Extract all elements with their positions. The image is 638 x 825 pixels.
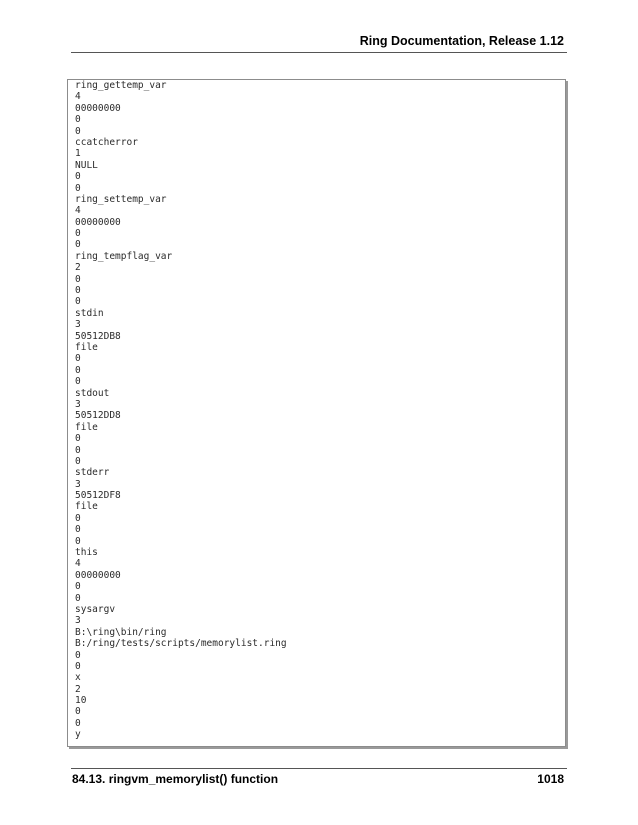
code-line: 0 — [75, 717, 81, 729]
code-line: 0 — [75, 285, 81, 297]
code-line: NULL — [75, 159, 98, 171]
code-line: 3 — [75, 398, 81, 410]
code-line: ring_tempflag_var — [75, 250, 173, 262]
footer-section-title: 84.13. ringvm_memorylist() function — [72, 772, 279, 786]
code-line: 00000000 — [75, 216, 121, 228]
code-line: 0 — [75, 706, 81, 718]
code-line: 4 — [75, 205, 81, 217]
code-line: file — [75, 421, 98, 433]
code-line: 0 — [75, 125, 81, 137]
code-line: 0 — [75, 376, 81, 388]
code-line: 0 — [75, 592, 81, 604]
code-line: 0 — [75, 444, 81, 456]
code-line: 00000000 — [75, 569, 121, 581]
code-line: file — [75, 341, 98, 353]
code-line: ccatcherror — [75, 136, 138, 148]
code-line: 1 — [75, 148, 81, 160]
code-line: 2 — [75, 262, 81, 274]
code-line: 4 — [75, 91, 81, 103]
code-line: 0 — [75, 433, 81, 445]
code-line: y — [75, 729, 81, 741]
code-line: B:\ring\bin/ring — [75, 626, 167, 638]
code-line: 0 — [75, 364, 81, 376]
header-title: Ring Documentation, Release 1.12 — [359, 34, 564, 48]
code-line: 10 — [75, 695, 87, 707]
code-line: 0 — [75, 171, 81, 183]
code-line: this — [75, 547, 98, 559]
code-line: 0 — [75, 182, 81, 194]
code-line: stdout — [75, 387, 110, 399]
code-line: file — [75, 501, 98, 513]
code-line: 50512DF8 — [75, 490, 121, 502]
code-line: 0 — [75, 524, 81, 536]
code-line: 0 — [75, 228, 81, 240]
code-block — [67, 79, 566, 747]
code-line: sysargv — [75, 603, 116, 615]
code-line: ring_gettemp_var — [75, 80, 167, 91]
code-line: 3 — [75, 478, 81, 490]
code-line: 0 — [75, 296, 81, 308]
code-line: 0 — [75, 660, 81, 672]
code-line: ring_settemp_var — [75, 193, 167, 205]
code-line: 0 — [75, 649, 81, 661]
code-line: 0 — [75, 114, 81, 126]
code-line: 3 — [75, 319, 81, 331]
footer-divider — [71, 768, 567, 769]
code-line: 0 — [75, 512, 81, 524]
header-divider — [71, 52, 567, 53]
code-lines — [75, 80, 287, 741]
code-line: 00000000 — [75, 102, 121, 114]
footer-page-number: 1018 — [537, 772, 564, 786]
code-line: 50512DB8 — [75, 330, 121, 342]
code-line: 0 — [75, 455, 81, 467]
code-line: 0 — [75, 273, 81, 285]
code-line: stderr — [75, 467, 110, 479]
code-line: x — [75, 672, 81, 684]
code-line: 0 — [75, 535, 81, 547]
code-line: 0 — [75, 581, 81, 593]
code-line: 0 — [75, 353, 81, 365]
code-line: stdin — [75, 307, 104, 319]
code-line: 3 — [75, 615, 81, 627]
code-line: 50512DD8 — [75, 410, 121, 422]
code-line: 2 — [75, 683, 81, 695]
code-line: 4 — [75, 558, 81, 570]
code-line: B:/ring/tests/scripts/memorylist.ring — [75, 638, 287, 650]
code-line: 0 — [75, 239, 81, 251]
